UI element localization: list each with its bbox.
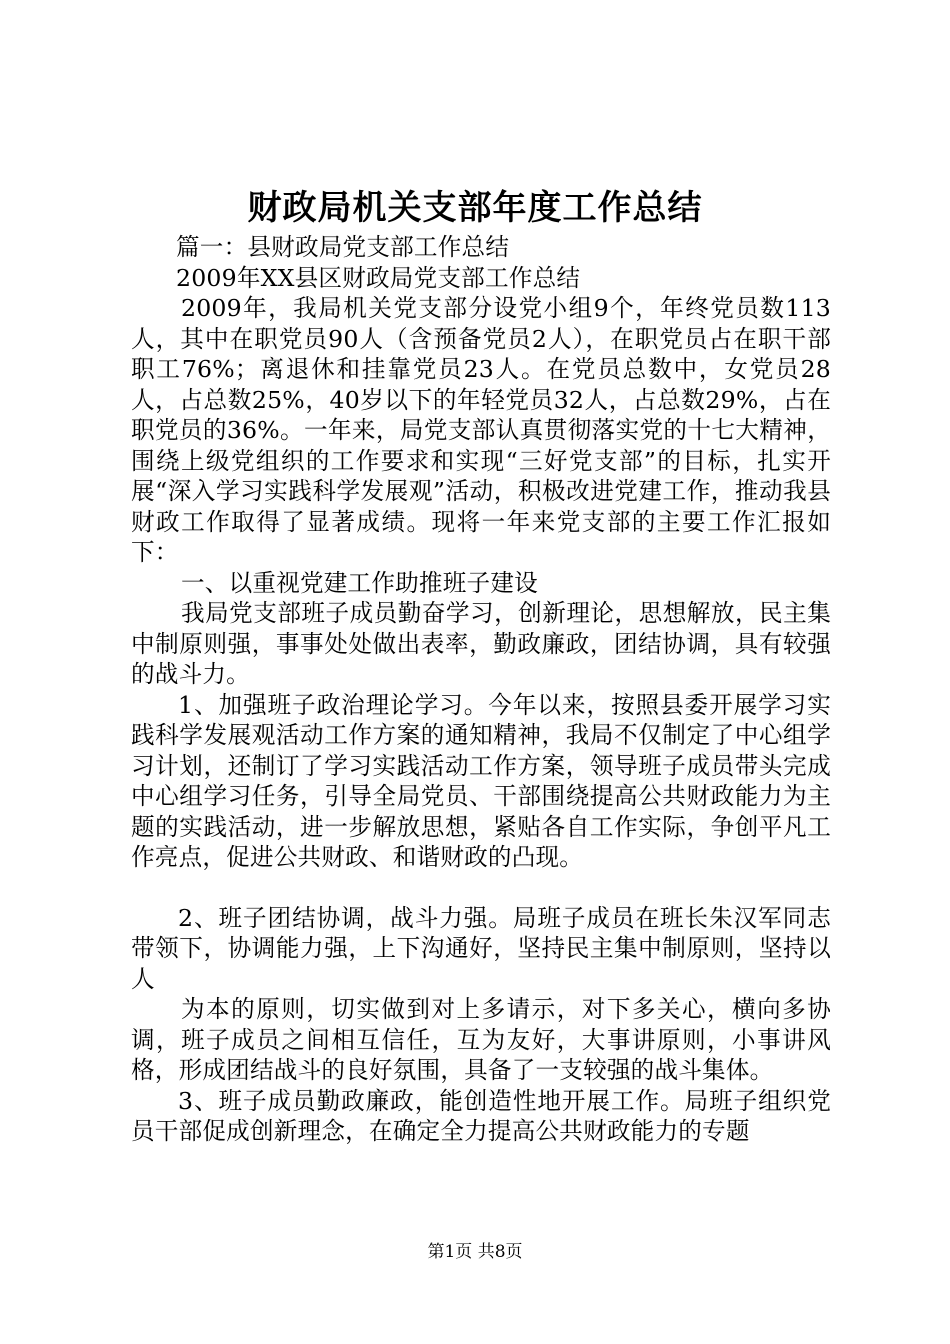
paragraph-heading-part: 篇一：县财政局党支部工作总结: [176, 233, 510, 261]
paragraph-section-body: 我局党支部班子成员勤奋学习，创新理论，思想解放，民主集中制原则强，事事处处做出表率，勤政廉政，团结协调，具有较强的战斗力。: [131, 599, 831, 688]
document-title: 财政局机关支部年度工作总结: [247, 188, 703, 228]
paragraph-section-heading: 一、以重视党建工作助推班子建设: [181, 568, 538, 597]
paragraph-intro: 2009年，我局机关党支部分设党小组9个，年终党员数113人，其中在职党员90人（含预备党员2人），在职党员占在职干部职工76%；离退休和挂靠党员23人。在党员总数中，女党员28人，占总数25%，40岁以下的年轻党员32人，占总数29%，占在职党员的36%。一年来，局党支部认真贯彻落实党的十七大精神，围绕上级党组织的工作要求和实现“三好党支部”的目标，扎实开展“深入学习实践科学发展观”活动，积极改进党建工作，推动我县财政工作取得了显著成绩。现将一年来党支部的主要工作汇报如下：: [131, 294, 831, 566]
paragraph-item-1: 1、加强班子政治理论学习。今年以来，按照县委开展学习实践科学发展观活动工作方案的通知精神，我局不仅制定了中心组学习计划，还制订了学习实践活动工作方案，领导班子成员带头完成中心组学习任务，引导全局党员、干部围绕提高公共财政能力为主题的实践活动，进一步解放思想，紧贴各自工作实际，争创平凡工作亮点，促进公共财政、和谐财政的凸现。: [131, 690, 831, 871]
document-body: [131, 232, 831, 1147]
page-footer: 第1页 共8页: [427, 1242, 523, 1262]
paragraph-subtitle: 2009年XX县区财政局党支部工作总结: [176, 263, 581, 292]
paragraph-item-3: 3、班子成员勤政廉政，能创造性地开展工作。局班子组织党员干部促成创新理念，在确定全力提高公共财政能力的专题: [131, 1086, 831, 1145]
paragraph-item-2: 2、班子团结协调，战斗力强。局班子成员在班长朱汉军同志带领下，协调能力强，上下沟通好，坚持民主集中制原则，坚持以人: [131, 903, 831, 993]
paragraph-item-2-continued: 为本的原则，切实做到对上多请示，对下多关心，横向多协调，班子成员之间相互信任，互为友好，大事讲原则，小事讲风格，形成团结战斗的良好氛围，具备了一支较强的战斗集体。: [131, 995, 831, 1084]
